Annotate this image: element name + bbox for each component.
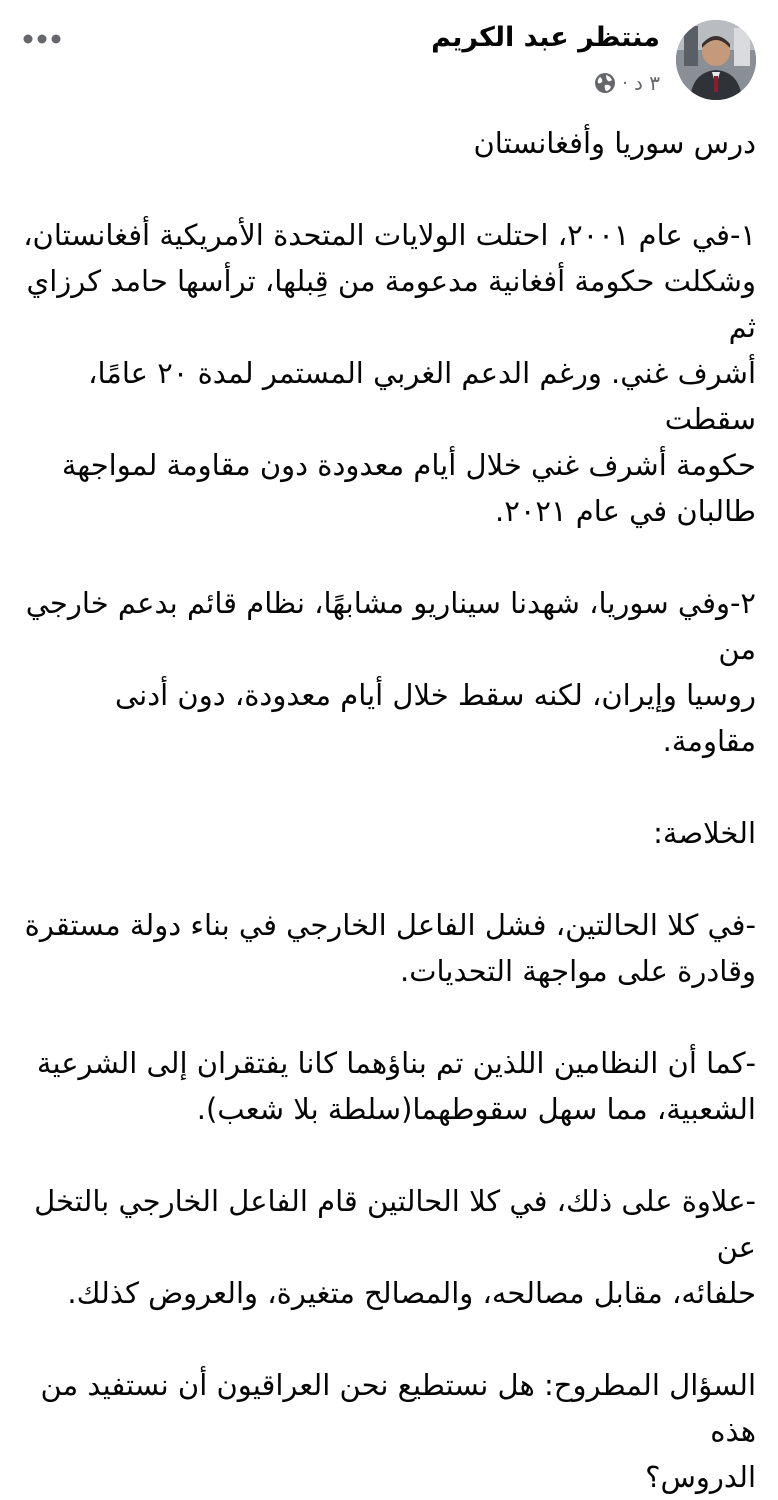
text-line: وقادرة على مواجهة التحديات.	[400, 954, 756, 988]
text-line: وشكلت حكومة أفغانية مدعومة من قِبلها، ترأسها حامد كرزاي ثم	[26, 264, 756, 344]
text-line: الخلاصة:	[653, 816, 756, 850]
more-dots-icon	[22, 33, 62, 45]
paragraph-point-1	[20, 902, 756, 994]
text-line: الشعبية، مما سهل سقوطهما(سلطة بلا شعب).	[196, 1092, 756, 1126]
text-line: ٢-وفي سوريا، شهدنا سيناريو مشابهًا، نظام قائم بدعم خارجي من	[25, 586, 756, 666]
more-options-button[interactable]	[22, 24, 62, 54]
post-text	[20, 120, 756, 1500]
text-line: حلفائه، مقابل مصالحه، والمصالح متغيرة، والعروض كذلك.	[67, 1276, 756, 1310]
text-line: روسيا وإيران، لكنه سقط خلال أيام معدودة، دون أدنى مقاومة.	[114, 678, 756, 758]
meta-separator: ·	[622, 72, 628, 94]
paragraph-title	[20, 120, 756, 166]
post-meta	[594, 68, 660, 98]
text-line: درس سوريا وأفغانستان	[473, 126, 756, 160]
avatar-photo-icon	[676, 20, 756, 100]
post-timestamp[interactable]: ٣ د	[633, 71, 660, 95]
paragraph-syria	[20, 580, 756, 764]
author-name[interactable]: منتظر عبد الكريم	[431, 22, 660, 53]
text-line: طالبان في عام ٢٠٢١.	[495, 494, 756, 528]
text-line: السؤال المطروح: هل نستطيع نحن العراقيون أن نستفيد من هذه	[40, 1368, 756, 1448]
text-line: -علاوة على ذلك، في كلا الحالتين قام الفاعل الخارجي بالتخل عن	[34, 1184, 756, 1264]
paragraph-point-2	[20, 1040, 756, 1132]
globe-icon[interactable]	[594, 72, 616, 94]
text-line: -كما أن النظامين اللذين تم بناؤهما كانا يفتقران إلى الشرعية	[36, 1046, 756, 1080]
post-header	[0, 0, 778, 118]
paragraph-point-3	[20, 1178, 756, 1316]
text-line: ١-في عام ٢٠٠١، احتلت الولايات المتحدة الأمريكية أفغانستان،	[23, 218, 756, 252]
paragraph-afghanistan	[20, 212, 756, 534]
paragraph-conclusion-heading	[20, 810, 756, 856]
paragraph-question	[20, 1362, 756, 1500]
author-avatar[interactable]	[676, 20, 756, 100]
text-line: -في كلا الحالتين، فشل الفاعل الخارجي في بناء دولة مستقرة	[24, 908, 756, 942]
text-line: الدروس؟	[645, 1460, 756, 1494]
text-line: حكومة أشرف غني خلال أيام معدودة دون مقاومة لمواجهة	[61, 448, 756, 482]
text-line: أشرف غني. ورغم الدعم الغربي المستمر لمدة ٢٠ عامًا، سقطت	[88, 356, 756, 436]
